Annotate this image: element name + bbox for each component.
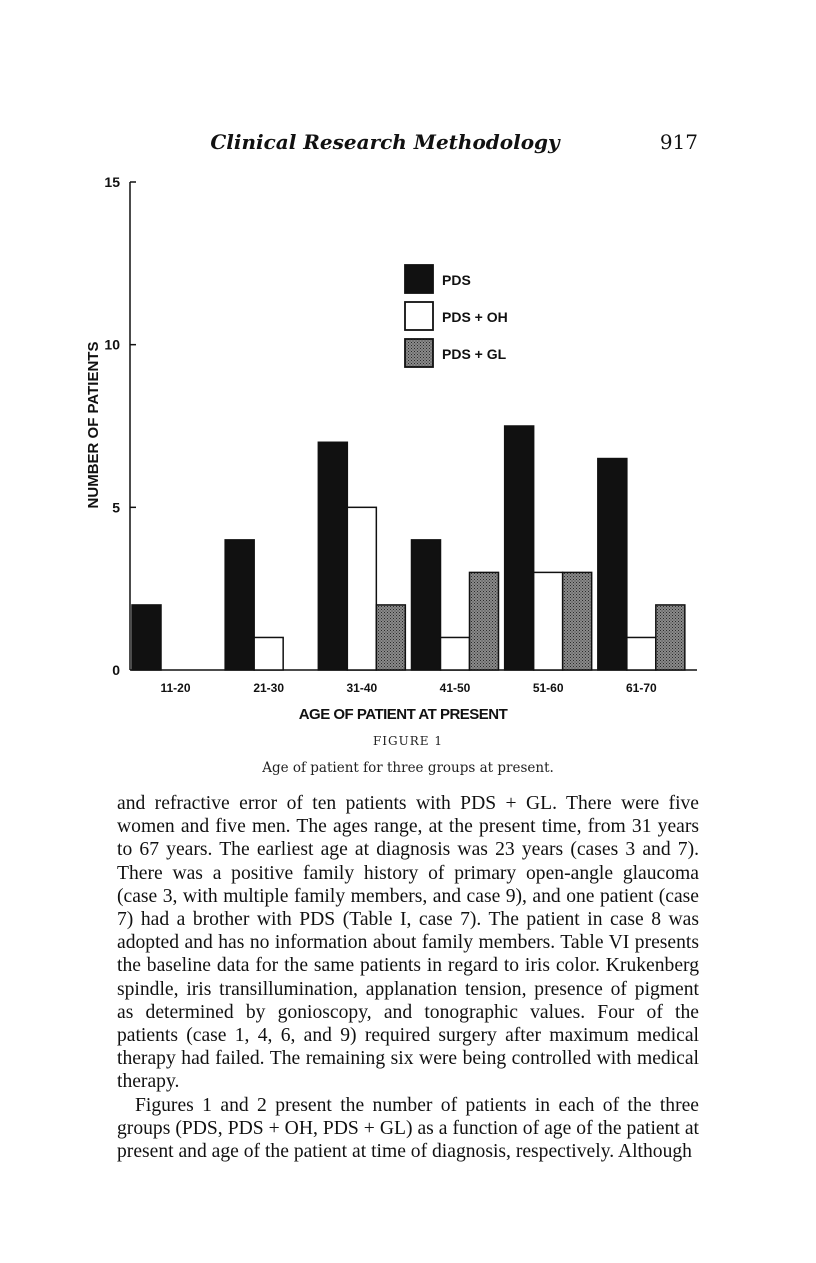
bar-pds-oh-51-60 <box>534 572 563 670</box>
bar-pds-31-40 <box>318 442 347 670</box>
bar-pds-11-20 <box>132 605 161 670</box>
page-number: 917 <box>659 130 698 154</box>
bar-pds-61-70 <box>598 459 627 670</box>
y-tick-label: 0 <box>112 662 120 678</box>
bar-pds-gl-61-70 <box>656 605 685 670</box>
figure-caption: Age of patient for three groups at present. <box>262 760 554 776</box>
x-tick-label: 41-50 <box>439 681 471 695</box>
paragraph: Figures 1 and 2 present the number of patients in each of the three groups (PDS, PDS + OH, PDS + GL) as a function of age of the patient at present and age of the patient at time of diagnosis, respectively. Although <box>117 1094 699 1163</box>
legend-label: PDS + OH <box>442 309 508 325</box>
bar-pds-21-30 <box>225 540 254 670</box>
x-tick-label: 21-30 <box>253 681 285 695</box>
y-tick-label: 15 <box>104 174 120 190</box>
x-tick-label: 61-70 <box>625 681 657 695</box>
legend-swatch <box>405 339 433 367</box>
bar-pds-gl-31-40 <box>376 605 405 670</box>
body-text <box>117 792 699 1163</box>
bar-pds-oh-21-30 <box>254 637 283 670</box>
bar-pds-oh-61-70 <box>627 637 656 670</box>
bar-pds-gl-51-60 <box>563 572 592 670</box>
figure-label: FIGURE 1 <box>372 734 443 748</box>
bar-pds-oh-31-40 <box>347 507 376 670</box>
x-tick-label: 11-20 <box>160 681 191 695</box>
bar-pds-41-50 <box>412 540 441 670</box>
bar-pds-51-60 <box>505 426 534 670</box>
bar-pds-gl-41-50 <box>470 572 499 670</box>
legend-label: PDS <box>442 272 471 288</box>
legend-label: PDS + GL <box>442 346 507 362</box>
running-title: Clinical Research Methodology <box>210 130 560 154</box>
bar-pds-oh-41-50 <box>441 637 470 670</box>
legend-swatch <box>405 265 433 293</box>
x-tick-label: 31-40 <box>346 681 378 695</box>
x-tick-label: 51-60 <box>532 681 564 695</box>
x-axis-label: AGE OF PATIENT AT PRESENT <box>298 706 508 723</box>
paragraph: and refractive error of ten patients with PDS + GL. There were five women and five men. The ages range, at the present time, from 31 years to 67 years. The earliest age at diagnosis was 23 years (cases 3 and 7). There was a positive family history of primary open-angle glaucoma (case 3, with multiple family members, and case 9), and one patient (case 7) had a brother with PDS (Table I, case 7). The patient in case 8 was adopted and has no information about family members. Table VI presents the baseline data for the same patients in regard to iris color. Krukenberg spindle, iris transillumination, applanation tension, presence of pigment as determined by gonioscopy, and tonographic values. Four of the patients (case 1, 4, 6, and 9) required surgery after maximum medical therapy had failed. The remaining six were being controlled with medical therapy. <box>117 793 699 1093</box>
y-tick-label: 10 <box>104 336 120 353</box>
y-tick-label: 5 <box>112 499 120 516</box>
legend-swatch <box>405 302 433 330</box>
y-axis-label: NUMBER OF PATIENTS <box>85 341 102 509</box>
